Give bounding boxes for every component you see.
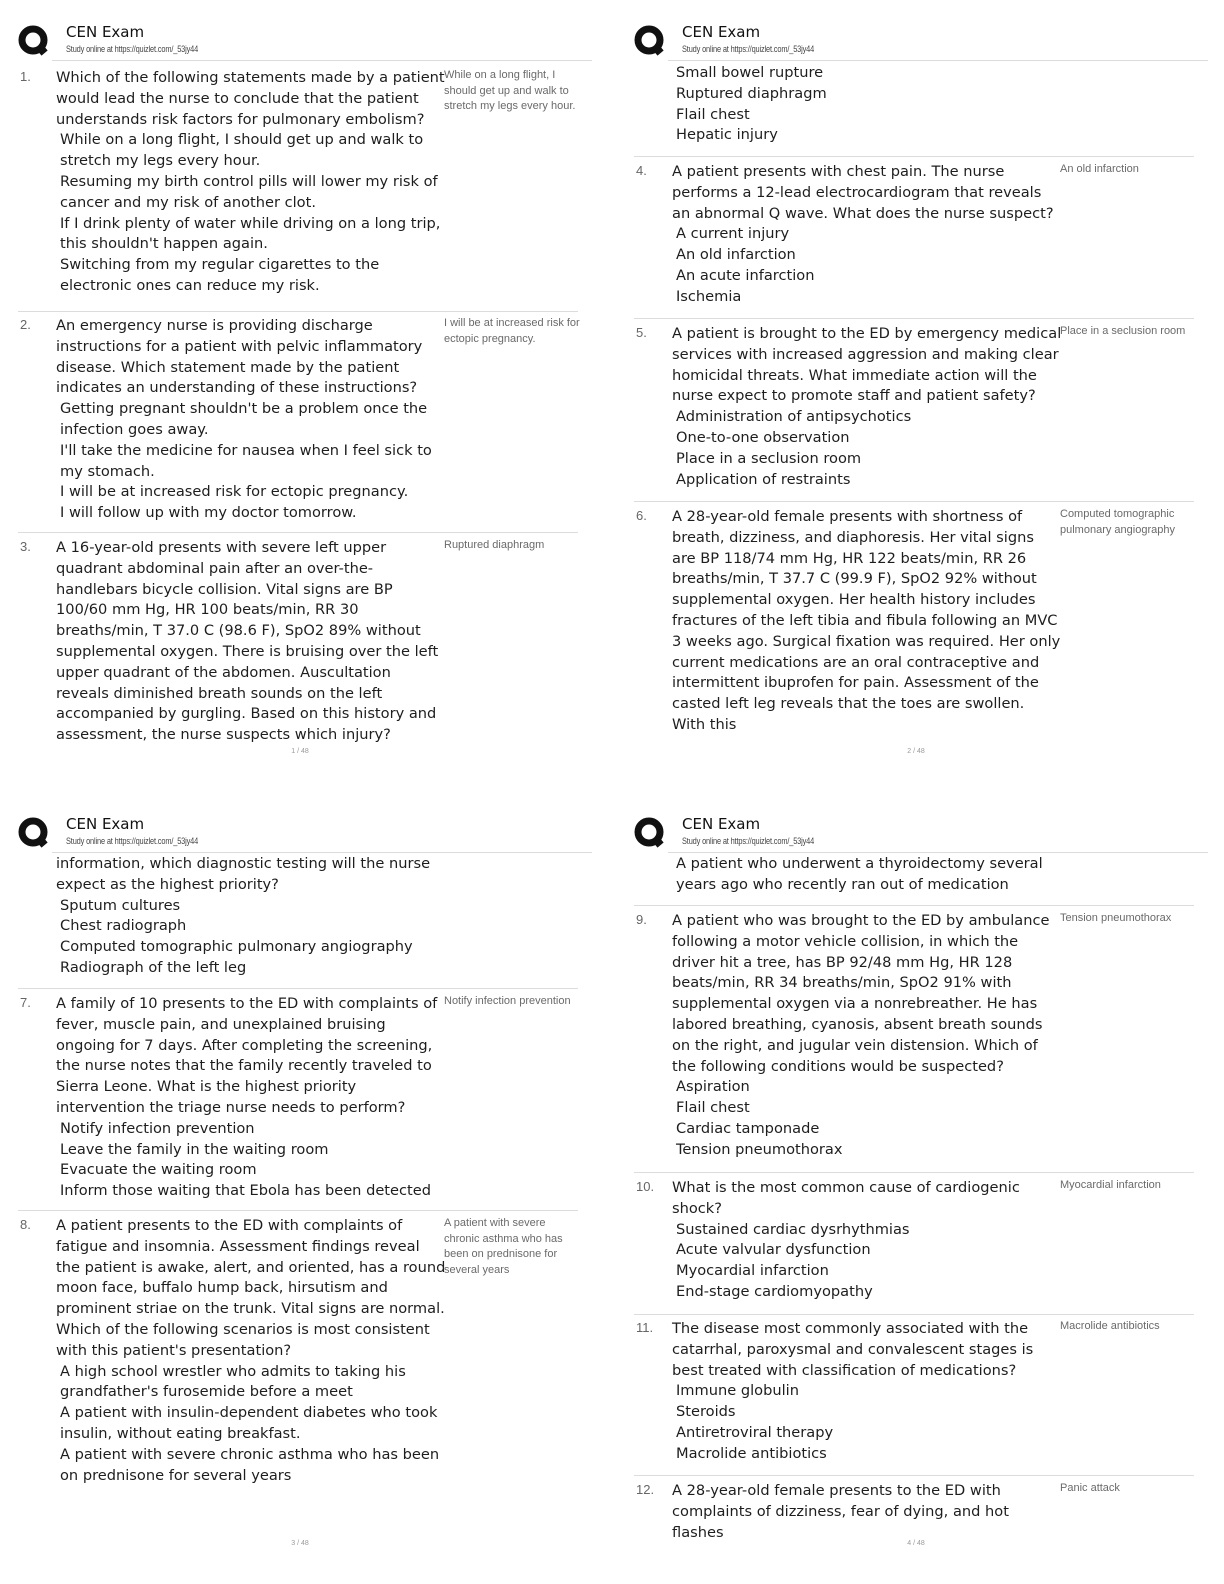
quizlet-logo-icon: [18, 25, 50, 57]
answer-option[interactable]: End-stage cardiomyopathy: [676, 1282, 873, 1300]
answer-option[interactable]: Resuming my birth control pills will lower my risk of cancer and my risk of another clot.: [60, 172, 438, 211]
page-number: 2 / 48: [907, 748, 925, 755]
answer-option[interactable]: Inform those waiting that Ebola has been detected: [60, 1182, 432, 1200]
answer-option[interactable]: A patient with insulin-dependent diabetes who took insulin, without eating breakfast.: [60, 1404, 438, 1442]
answer-option[interactable]: Administration of antipsychotics: [676, 408, 912, 426]
answer-option[interactable]: Sputum cultures: [60, 896, 181, 914]
answer-option[interactable]: While on a long flight, I should get up and walk to stretch my legs every hour.: [60, 131, 424, 170]
header-title: CEN Exam: [66, 815, 145, 833]
answer-option[interactable]: An old infarction: [676, 246, 796, 264]
answer-option[interactable]: Immune globulin: [676, 1382, 799, 1400]
answer-option[interactable]: A patient with severe chronic asthma who has been on prednisone for several years: [60, 1445, 440, 1484]
correct-answer: I will be at increased risk for ectopic pregnancy.: [444, 317, 580, 345]
answer-option[interactable]: I will follow up with my doctor tomorrow.: [60, 504, 357, 522]
answer-option[interactable]: Place in a seclusion room: [676, 449, 862, 467]
question-text: A family of 10 presents to the ED with complaints of fever, muscle pain, and unexplained bruising ongoing for 7 days. After completing the screening, the nurse notes that the family recently traveled to Sierra Leone. What is the highest priority intervention the triage nurse needs to perform?: [56, 995, 438, 1116]
correct-answer: While on a long flight, I should get up and walk to stretch my legs every hour.: [444, 69, 576, 112]
page-number: 3 / 48: [291, 1540, 309, 1547]
divider: [634, 905, 1194, 906]
question-number: 9.: [636, 912, 647, 927]
continued-options: [672, 854, 1062, 896]
question-number: 12.: [636, 1482, 655, 1497]
question-body: [56, 1216, 446, 1486]
answer-option[interactable]: A current injury: [676, 225, 790, 243]
answer-option[interactable]: A high school wrestler who admits to taking his grandfather's furosemide before a meet: [60, 1362, 406, 1401]
page-number: 1 / 48: [291, 748, 309, 755]
divider: [634, 1314, 1194, 1315]
header-title: CEN Exam: [682, 815, 761, 833]
question-body: [672, 324, 1062, 490]
answer-option[interactable]: Evacuate the waiting room: [60, 1161, 257, 1179]
question-number: 3.: [20, 539, 31, 554]
divider: [634, 1475, 1194, 1476]
correct-answer: Macrolide antibiotics: [1060, 1320, 1160, 1332]
divider: [18, 311, 578, 312]
answer-option[interactable]: Leave the family in the waiting room: [60, 1140, 329, 1158]
question-body: [672, 507, 1062, 736]
divider: [634, 1172, 1194, 1173]
question-text: A 28-year-old female presents with shortness of breath, dizziness, and diaphoresis. Her vital signs are BP 118/74 mm Hg, HR 122 beats/min, RR 26 breaths/min, T 37.7 C (99.9 F), SpO2 92% without supplemental oxygen. Her health history includes fractures of the left tibia and fibula following an MVC 3 weeks ago. Surgical fixation was required. Her only current medications are an oral contraceptive and intermittent ibuprofen for pain. Assessment of the casted left leg reveals that the toes are swollen. With this: [672, 508, 1061, 733]
divider: [668, 60, 1208, 61]
divider: [634, 501, 1194, 502]
correct-answer: Panic attack: [1060, 1482, 1120, 1494]
answer-option[interactable]: Notify infection prevention: [60, 1119, 255, 1137]
page-1: [18, 20, 598, 780]
answer-option[interactable]: Flail chest: [676, 105, 750, 123]
answer-option[interactable]: Switching from my regular cigarettes to the electronic ones can reduce my risk.: [60, 256, 380, 294]
question-body: [672, 162, 1062, 308]
question-body: [672, 911, 1062, 1161]
continued-options: [672, 63, 1062, 146]
quizlet-logo-icon: [634, 817, 666, 849]
question-number: 8.: [20, 1217, 31, 1232]
question-number: 4.: [636, 163, 647, 178]
page-2: [634, 20, 1214, 780]
question-number: 11.: [636, 1320, 654, 1335]
answer-option[interactable]: Steroids: [676, 1403, 736, 1421]
page-3: [18, 812, 598, 1572]
divider: [18, 532, 578, 533]
correct-answer: Computed tomographic pulmonary angiography: [1060, 508, 1175, 536]
question-body: [672, 1319, 1062, 1465]
correct-answer: An old infarction: [1060, 163, 1139, 175]
divider: [52, 60, 592, 61]
answer-option[interactable]: A patient who underwent a thyroidectomy several years ago who recently ran out of medication: [676, 855, 1043, 893]
header-title: CEN Exam: [66, 23, 145, 41]
question-body: [56, 538, 446, 746]
answer-option[interactable]: I'll take the medicine for nausea when I feel sick to my stomach.: [60, 441, 432, 480]
question-number: 6.: [636, 508, 647, 523]
header-subtitle: Study online at https://quizlet.com/_53jy44: [66, 44, 199, 55]
header-subtitle: Study online at https://quizlet.com/_53jy44: [66, 836, 199, 847]
header-title: CEN Exam: [682, 23, 761, 41]
question-number: 10.: [636, 1179, 655, 1194]
question-body: [56, 316, 446, 524]
question-text: An emergency nurse is providing discharge instructions for a patient with pelvic inflammatory disease. Which statement made by the patient indicates an understanding of these instructions?: [56, 317, 423, 397]
quizlet-logo-icon: [634, 25, 666, 57]
question-text: Which of the following statements made by a patient would lead the nurse to conclude that the patient understands risk factors for pulmonary embolism?: [56, 69, 445, 128]
divider: [668, 852, 1208, 853]
correct-answer: Notify infection prevention: [444, 995, 571, 1007]
question-text: A 28-year-old female presents to the ED with complaints of dizziness, fear of dying, and hot flashes: [672, 1482, 1009, 1541]
answer-option[interactable]: Chest radiograph: [60, 917, 187, 935]
question-text: A patient presents with chest pain. The nurse performs a 12-lead electrocardiogram that reveals an abnormal Q wave. What does the nurse suspect?: [672, 163, 1054, 222]
question-text: A patient presents to the ED with complaints of fatigue and insomnia. Assessment findings reveal the patient is awake, alert, and oriented, has a round moon face, buffalo hump back, hirsutism and prominent striae on the trunk. Vital signs are normal. Which of the following scenarios is most consistent with this patient's presentation?: [56, 1217, 446, 1359]
divider: [634, 318, 1194, 319]
answer-option[interactable]: I will be at increased risk for ectopic pregnancy.: [60, 483, 409, 501]
question-text: A 16-year-old presents with severe left upper quadrant abdominal pain after an over-the-handlebars bicycle collision. Vital signs are BP 100/60 mm Hg, HR 100 beats/min, RR 30 breaths/min, T 37.0 C (98.6 F), SpO2 89% without supplemental oxygen. There is bruising over the left upper quadrant of the abdomen. Auscultation reveals diminished breath sounds on the left accompanied by gurgling. Based on this history and assessment, the nurse suspects which injury?: [56, 539, 439, 744]
answer-option[interactable]: Application of restraints: [676, 470, 851, 488]
answer-option[interactable]: Tension pneumothorax: [676, 1140, 843, 1158]
question-text: What is the most common cause of cardiogenic shock?: [672, 1179, 1020, 1217]
answer-option[interactable]: An acute infarction: [676, 266, 815, 284]
answer-option[interactable]: Acute valvular dysfunction: [676, 1241, 871, 1259]
answer-option[interactable]: Antiretroviral therapy: [676, 1423, 834, 1441]
correct-answer: A patient with severe chronic asthma who has been on prednisone for several years: [444, 1217, 563, 1276]
answer-option[interactable]: If I drink plenty of water while driving on a long trip, this shouldn't happen again.: [60, 214, 441, 253]
answer-option[interactable]: Computed tomographic pulmonary angiography: [60, 938, 413, 956]
quizlet-logo-icon: [18, 817, 50, 849]
continued-question: [56, 854, 446, 979]
question-text: The disease most commonly associated with the catarrhal, paroxysmal and convalescent stages is best treated with classification of medications?: [672, 1320, 1034, 1379]
question-text: A patient who was brought to the ED by ambulance following a motor vehicle collision, in which the driver hit a tree, has BP 92/48 mm Hg, HR 128 beats/min, RR 34 breaths/min, SpO2 91% with supplemental oxygen via a nonrebreather. He has labored breathing, cyanosis, absent breath sounds on the right, and jugular vein distension. Which of the following conditions would be suspected?: [672, 912, 1050, 1075]
answer-option[interactable]: Radiograph of the left leg: [60, 958, 247, 976]
answer-option[interactable]: Macrolide antibiotics: [676, 1444, 827, 1462]
question-body: [672, 1178, 1062, 1303]
divider: [18, 988, 578, 989]
answer-option[interactable]: Cardiac tamponade: [676, 1119, 820, 1137]
question-number: 7.: [20, 995, 31, 1010]
correct-answer: Myocardial infarction: [1060, 1179, 1161, 1191]
correct-answer: Tension pneumothorax: [1060, 912, 1172, 924]
answer-option[interactable]: Ischemia: [676, 287, 742, 305]
header-subtitle: Study online at https://quizlet.com/_53jy44: [682, 44, 815, 55]
question-number: 1.: [20, 69, 31, 84]
question-body: [672, 1481, 1062, 1543]
answer-option[interactable]: Ruptured diaphragm: [676, 84, 827, 102]
correct-answer: Ruptured diaphragm: [444, 539, 545, 551]
divider: [18, 1210, 578, 1211]
page-4: [634, 812, 1214, 1572]
header-subtitle: Study online at https://quizlet.com/_53jy44: [682, 836, 815, 847]
question-number: 5.: [636, 325, 647, 340]
question-body: [56, 994, 446, 1202]
divider: [52, 852, 592, 853]
question-text: A patient is brought to the ED by emergency medical services with increased aggression and making clear homicidal threats. What immediate action will the nurse expect to promote staff and patient safety?: [672, 325, 1062, 405]
answer-option[interactable]: Myocardial infarction: [676, 1262, 829, 1280]
answer-option[interactable]: One-to-one observation: [676, 428, 850, 446]
question-number: 2.: [20, 317, 31, 332]
answer-option[interactable]: Hepatic injury: [676, 126, 778, 144]
divider: [634, 156, 1194, 157]
answer-option[interactable]: Sustained cardiac dysrhythmias: [676, 1220, 910, 1238]
answer-option[interactable]: Getting pregnant shouldn't be a problem once the infection goes away.: [60, 400, 428, 438]
page-number: 4 / 48: [907, 1540, 925, 1547]
correct-answer: Place in a seclusion room: [1060, 325, 1186, 337]
answer-option[interactable]: Small bowel rupture: [676, 64, 824, 81]
answer-option[interactable]: Flail chest: [676, 1099, 750, 1117]
question-text: information, which diagnostic testing will the nurse expect as the highest priority?: [56, 855, 431, 893]
answer-option[interactable]: Aspiration: [676, 1078, 750, 1096]
page-header: [18, 20, 598, 70]
question-body: [56, 68, 446, 297]
